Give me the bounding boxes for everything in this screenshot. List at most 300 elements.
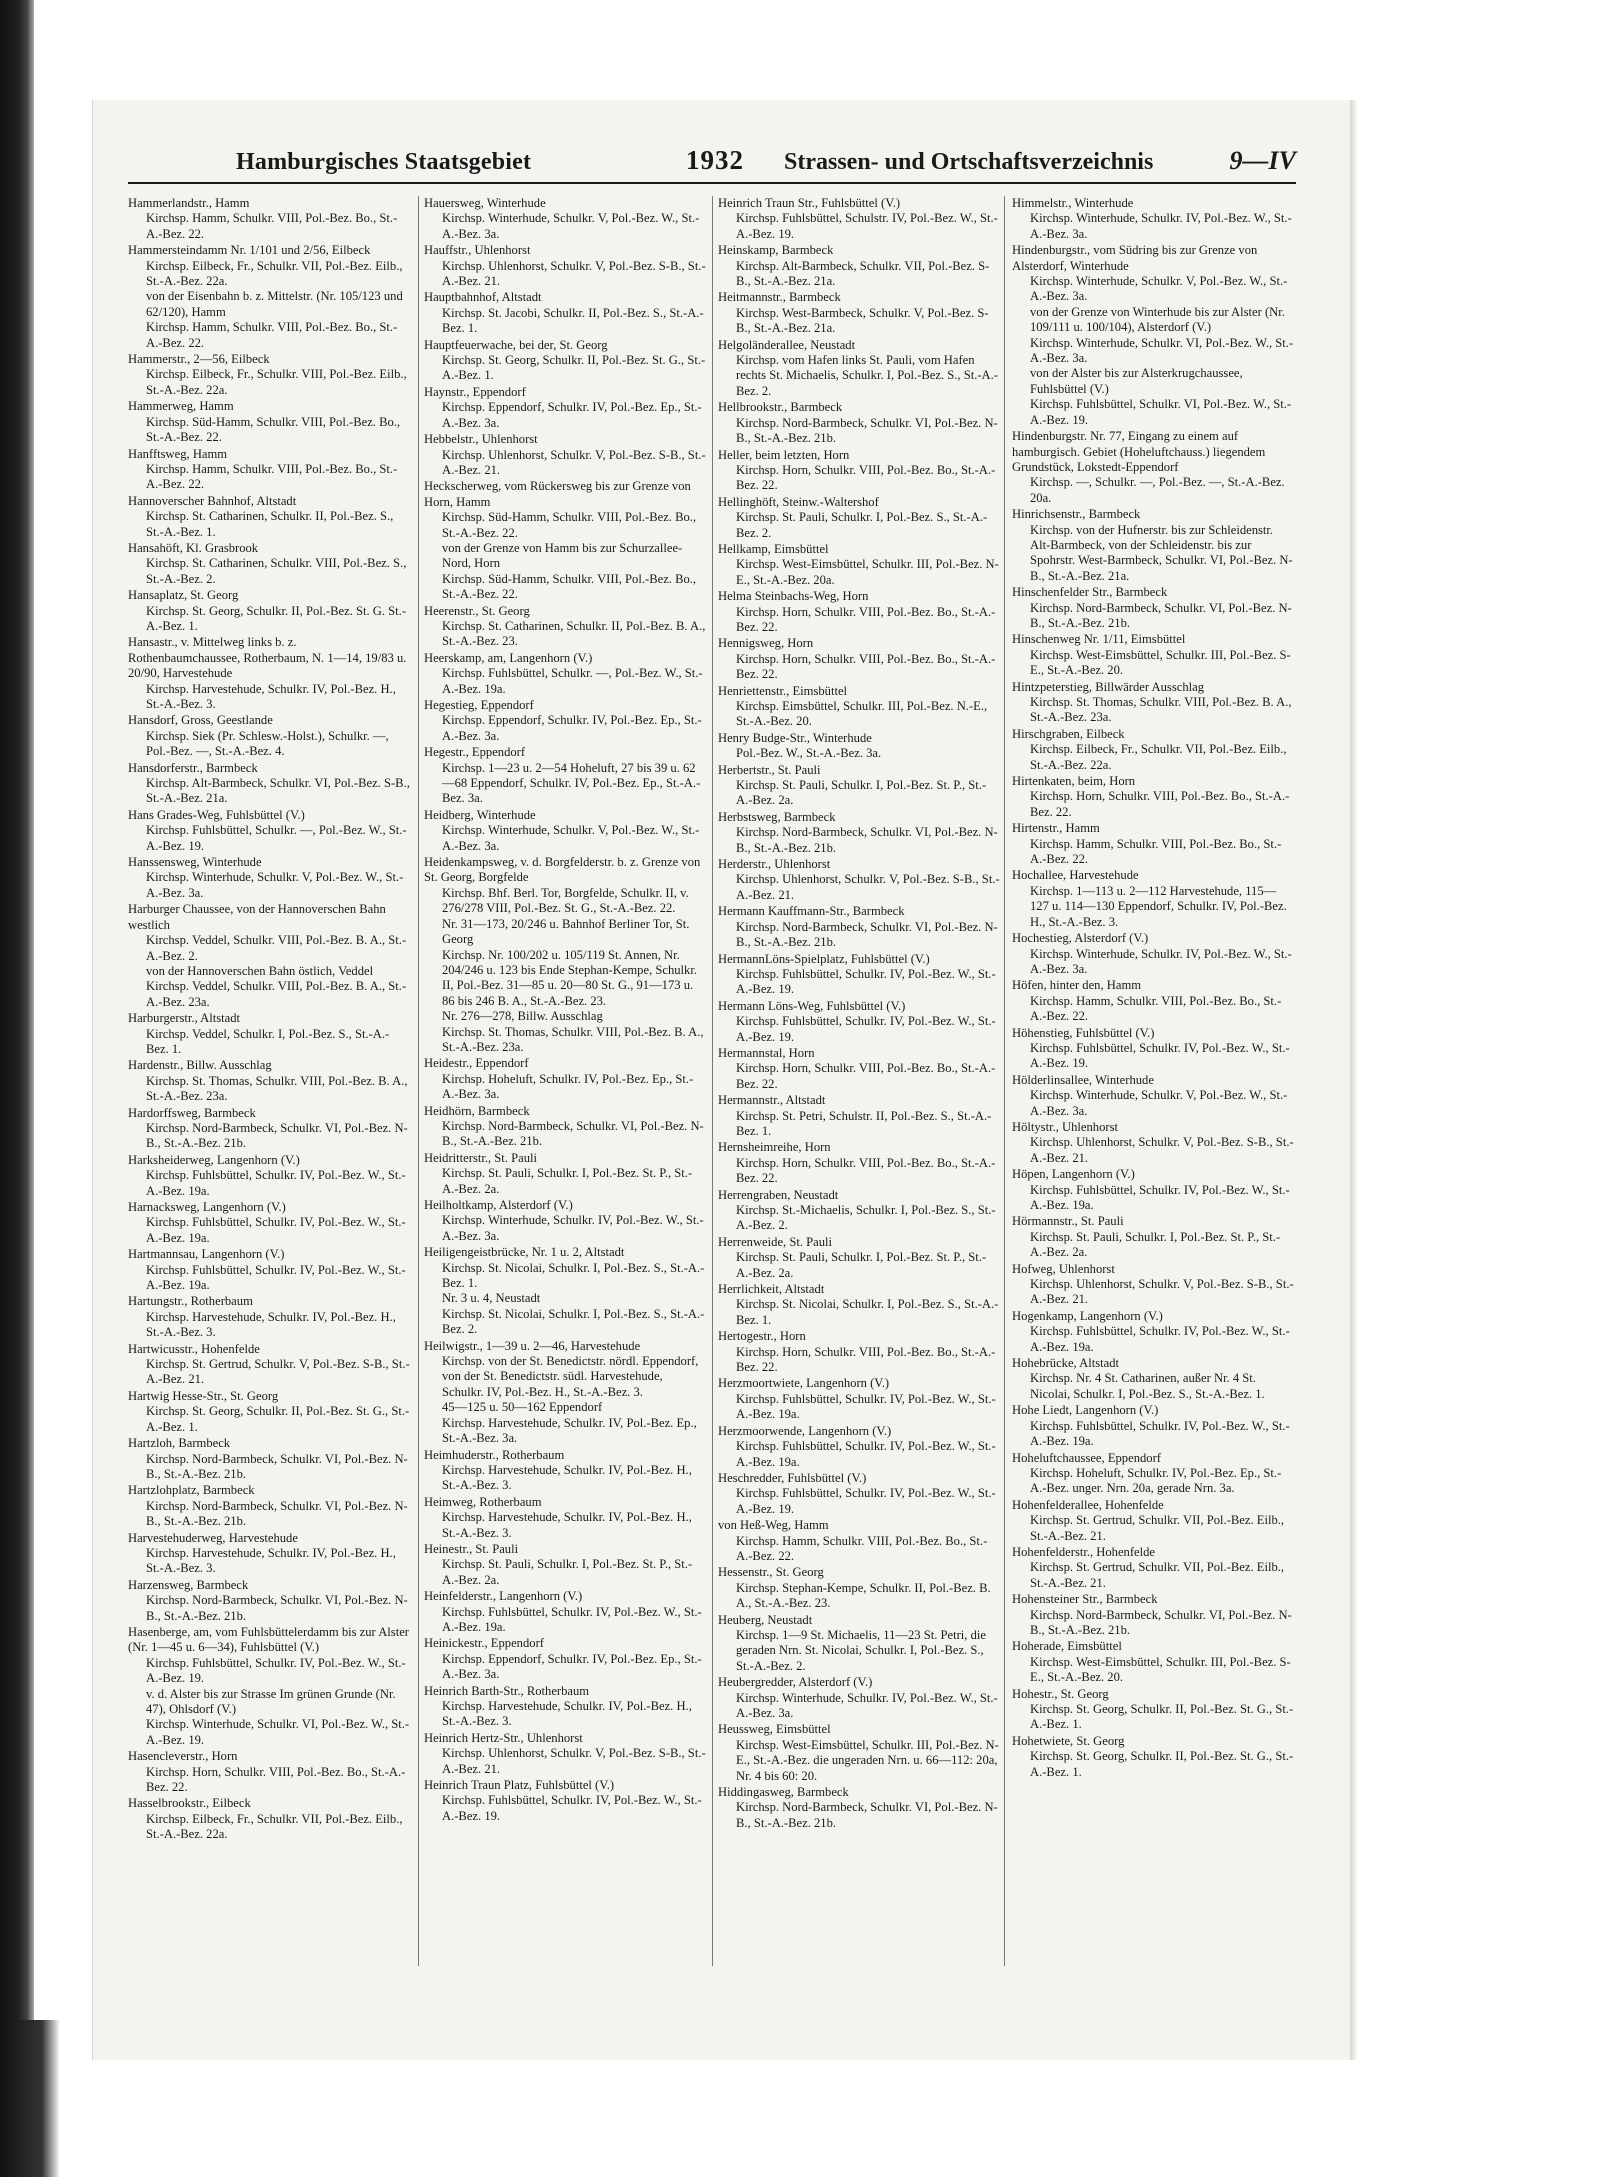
directory-entry xyxy=(718,1565,1000,1611)
street-name: Hertogestr., Horn xyxy=(718,1329,806,1344)
directory-entry xyxy=(718,1329,1000,1375)
street-name: Heubergredder, Alsterdorf (V.) xyxy=(718,1675,873,1690)
entry-detail: Kirchsp. St. Pauli, Schulkr. I, Pol.-Bez. S., St.-A.-Bez. 2. xyxy=(736,510,988,540)
directory-entry xyxy=(718,1188,1000,1234)
entry-detail: Kirchsp. Horn, Schulkr. VIII, Pol.-Bez. Bo., St.-A.-Bez. 22. xyxy=(1030,789,1290,819)
directory-entry xyxy=(718,290,1000,336)
directory-column-2 xyxy=(424,196,706,1966)
entry-detail: Kirchsp. Nord-Barmbeck, Schulkr. VI, Pol.-Bez. N-B., St.-A.-Bez. 21b. xyxy=(146,1593,408,1623)
entry-detail: Kirchsp. Hoheluft, Schulkr. IV, Pol.-Bez. Ep., St.-A.-Bez. 3a. xyxy=(442,1071,694,1102)
entry-detail: Kirchsp. St. Georg, Schulkr. II, Pol.-Bez. St. G., St.-A.-Bez. 1. xyxy=(1030,1702,1294,1732)
entry-detail: Kirchsp. St. Pauli, Schulkr. I, Pol.-Bez. St. P., St.-A.-Bez. 2a. xyxy=(442,1557,693,1587)
street-name: Harburger Chaussee, von der Hannoverschen Bahn westlich xyxy=(128,902,386,932)
directory-entry xyxy=(1012,507,1294,584)
street-name: Hohenfelderstr., Hohenfelde xyxy=(1012,1544,1156,1559)
entry-detail: Nr. 3 u. 4, Neustadt xyxy=(442,1291,541,1306)
directory-entry xyxy=(718,1518,1000,1564)
entry-detail: Kirchsp. Veddel, Schulkr. I, Pol.-Bez. S., St.-A.-Bez. 1. xyxy=(146,1026,390,1056)
street-name: Hessenstr., St. Georg xyxy=(718,1565,824,1580)
directory-entry xyxy=(128,1153,410,1199)
entry-detail: Kirchsp. Alt-Barmbeck, Schulkr. VII, Pol.-Bez. S-B., St.-A.-Bez. 21a. xyxy=(736,258,990,289)
street-name: Harvestehuderweg, Harvestehude xyxy=(128,1530,298,1545)
street-name: Hans Grades-Weg, Fuhlsbüttel (V.) xyxy=(128,807,305,822)
entry-detail: Kirchsp. St. Georg, Schulkr. II, Pol.-Bez. St. G., St.-A.-Bez. 1. xyxy=(1030,1749,1294,1779)
street-name: Hinschenweg Nr. 1/11, Eimsbüttel xyxy=(1012,632,1186,647)
street-name: Harzensweg, Barmbeck xyxy=(128,1577,249,1592)
street-name: Heerskamp, am, Langenhorn (V.) xyxy=(424,650,593,665)
street-name: Heimweg, Rotherbaum xyxy=(424,1494,542,1509)
street-name: Herrengraben, Neustadt xyxy=(718,1187,839,1202)
directory-entry xyxy=(128,635,410,712)
entry-detail: Kirchsp. Nord-Barmbeck, Schulkr. VI, Pol.-Bez. N-B., St.-A.-Bez. 21b. xyxy=(736,1800,998,1830)
entry-detail: Kirchsp. Hamm, Schulkr. VIII, Pol.-Bez. Bo., St.-A.-Bez. 22. xyxy=(146,211,398,241)
directory-entry xyxy=(424,698,706,744)
street-name: Harburgerstr., Altstadt xyxy=(128,1011,241,1026)
entry-detail: Kirchsp. Fuhlsbüttel, Schulkr. IV, Pol.-Bez. W., St.-A.-Bez. 19a. xyxy=(1030,1324,1290,1354)
street-name: Harnacksweg, Langenhorn (V.) xyxy=(128,1200,286,1214)
street-name: Heinrich Barth-Str., Rotherbaum xyxy=(424,1683,590,1698)
entry-detail: Kirchsp. St. Petri, Schulstr. II, Pol.-Bez. S., St.-A.-Bez. 1. xyxy=(736,1108,992,1138)
directory-entry xyxy=(718,542,1000,588)
entry-detail: Kirchsp. Nr. 100/202 u. 105/119 St. Annen, Nr. 204/246 u. 123 bis Ende Stephan-Kempe, Schulkr. II, Pol.-Bez. 31—85 u. 20—80 St. G., 91—173 u. 86 bis 246 B. A., St.-A.-Bez. 23. xyxy=(442,947,697,1008)
street-name: Heiligengeistbrücke, Nr. 1 u. 2, Altstadt xyxy=(424,1245,625,1260)
directory-entry xyxy=(1012,429,1294,506)
street-name: Hartzlohplatz, Barmbeck xyxy=(128,1483,255,1498)
header-directory-title: Strassen- und Ortschaftsverzeichnis xyxy=(784,149,1154,175)
entry-detail: Kirchsp. Eilbeck, Fr., Schulkr. VIII, Pol.-Bez. Eilb., St.-A.-Bez. 22a. xyxy=(146,367,407,397)
entry-detail: Kirchsp. West-Eimsbüttel, Schulkr. III, Pol.-Bez. N-E., St.-A.-Bez. 20a. xyxy=(736,557,999,587)
directory-entry xyxy=(128,399,410,445)
entry-detail: Kirchsp. St. Gertrud, Schulkr. VII, Pol.-Bez. Eilb., St.-A.-Bez. 21. xyxy=(1030,1513,1285,1543)
entry-detail: Kirchsp. Horn, Schulkr. VIII, Pol.-Bez. Bo., St.-A.-Bez. 22. xyxy=(736,1155,996,1186)
directory-entry xyxy=(1012,1309,1294,1355)
entry-detail: Kirchsp. Horn, Schulkr. VIII, Pol.-Bez. Bo., St.-A.-Bez. 22. xyxy=(736,1344,996,1375)
entry-detail: von der Grenze von Hamm bis zur Schurzallee-Nord, Horn xyxy=(442,540,683,571)
directory-entry xyxy=(128,1058,410,1104)
street-name: Herzmoorwende, Langenhorn (V.) xyxy=(718,1423,892,1438)
street-name: Hofweg, Uhlenhorst xyxy=(1012,1261,1115,1276)
street-name: Heinickestr., Eppendorf xyxy=(424,1636,544,1651)
entry-detail: Kirchsp. Stephan-Kempe, Schulkr. II, Pol.-Bez. B. A., St.-A.-Bez. 23. xyxy=(736,1580,991,1611)
street-name: Hohestr., St. Georg xyxy=(1012,1686,1109,1701)
entry-detail: Kirchsp. Nord-Barmbeck, Schulkr. VI, Pol.-Bez. N-B., St.-A.-Bez. 21b. xyxy=(1030,1607,1292,1637)
entry-detail: Kirchsp. Nord-Barmbeck, Schulkr. VI, Pol.-Bez. N-B., St.-A.-Bez. 21b. xyxy=(146,1120,408,1151)
directory-entry xyxy=(1012,1498,1294,1544)
street-name: Hebbelstr., Uhlenhorst xyxy=(424,432,538,447)
entry-detail: Kirchsp. Hoheluft, Schulkr. IV, Pol.-Bez. Ep., St.-A.-Bez. unger. Nrn. 20a, gerade Nrn. 3a. xyxy=(1030,1465,1282,1496)
street-name: Hauffstr., Uhlenhorst xyxy=(424,243,531,258)
street-name: Heussweg, Eimsbüttel xyxy=(718,1722,831,1737)
street-name: Heilwigstr., 1—39 u. 2—46, Harvestehude xyxy=(424,1338,641,1353)
directory-entry xyxy=(424,1684,706,1730)
entry-detail: Kirchsp. West-Eimsbüttel, Schulkr. III, Pol.-Bez. S-E., St.-A.-Bez. 20. xyxy=(1030,647,1291,678)
street-name: Harksheiderweg, Langenhorn (V.) xyxy=(128,1152,300,1167)
running-header xyxy=(128,142,1296,184)
directory-entry xyxy=(1012,1262,1294,1308)
directory-entry xyxy=(718,810,1000,856)
entry-detail: Kirchsp. Süd-Hamm, Schulkr. VIII, Pol.-Bez. Bo., St.-A.-Bez. 22. xyxy=(146,414,401,445)
directory-entry xyxy=(718,731,1000,762)
entry-detail: Kirchsp. Uhlenhorst, Schulkr. V, Pol.-Bez. S-B., St.-A.-Bez. 21. xyxy=(1030,1277,1294,1307)
directory-entry xyxy=(424,196,706,242)
street-name: Hansastr., v. Mittelweg links b. z. Rothenbaumchaussee, Rotherbaum, N. 1—14, 19/83 u. 20/90, Harvestehude xyxy=(128,635,407,681)
directory-entry xyxy=(1012,1545,1294,1591)
directory-entry xyxy=(424,1731,706,1777)
street-name: Hauersweg, Winterhude xyxy=(424,196,546,210)
directory-entry xyxy=(128,1578,410,1624)
entry-detail: Kirchsp. Fuhlsbüttel, Schulkr. IV, Pol.-Bez. W., St.-A.-Bez. 19a. xyxy=(736,1391,996,1422)
street-name: Heinskamp, Barmbeck xyxy=(718,243,834,258)
directory-entry xyxy=(718,1046,1000,1092)
directory-column-1 xyxy=(128,196,410,1966)
street-name: Hirtenstr., Hamm xyxy=(1012,821,1100,836)
directory-entry xyxy=(1012,1120,1294,1166)
street-name: Heitmannstr., Barmbeck xyxy=(718,290,841,305)
entry-detail: Kirchsp. Hamm, Schulkr. VIII, Pol.-Bez. Bo., St.-A.-Bez. 22. xyxy=(736,1533,988,1563)
entry-detail: Kirchsp. Fuhlsbüttel, Schulkr. IV, Pol.-Bez. W., St.-A.-Bez. 19. xyxy=(1030,1040,1290,1071)
directory-entry xyxy=(128,541,410,587)
street-name: Heidritterstr., St. Pauli xyxy=(424,1150,537,1165)
street-name: Heidenkampsweg, v. d. Borgfelderstr. b. z. Grenze von St. Georg, Borgfelde xyxy=(424,855,701,885)
directory-entry xyxy=(718,1235,1000,1281)
entry-detail: von der Hannoverschen Bahn östlich, Veddel xyxy=(146,963,374,978)
directory-entry xyxy=(128,855,410,901)
directory-entry xyxy=(718,448,1000,494)
directory-entry xyxy=(128,243,410,351)
directory-entry xyxy=(424,745,706,807)
entry-detail: Kirchsp. Winterhude, Schulkr. V, Pol.-Bez. W., St.-A.-Bez. 3a. xyxy=(146,870,404,900)
entry-detail: Kirchsp. Fuhlsbüttel, Schulkr. IV, Pol.-Bez. W., St.-A.-Bez. 19. xyxy=(442,1793,702,1823)
directory-entry xyxy=(718,763,1000,809)
directory-entry xyxy=(718,1282,1000,1328)
directory-entry xyxy=(1012,1592,1294,1638)
entry-detail: Kirchsp. Süd-Hamm, Schulkr. VIII, Pol.-Bez. Bo., St.-A.-Bez. 22. xyxy=(442,510,697,540)
street-name: Haynstr., Eppendorf xyxy=(424,384,526,399)
street-name: Hohe Liedt, Langenhorn (V.) xyxy=(1012,1403,1159,1418)
street-name: Herrlichkeit, Altstadt xyxy=(718,1282,825,1297)
entry-detail: Kirchsp. West-Eimsbüttel, Schulkr. III, Pol.-Bez. N-E., St.-A.-Bez. die ungeraden Nrn. u. 66—112: 20a, Nr. 4 bis 60: 20. xyxy=(736,1737,999,1783)
directory-entry xyxy=(128,1483,410,1529)
entry-detail: Kirchsp. Eilbeck, Fr., Schulkr. VII, Pol.-Bez. Eilb., St.-A.-Bez. 22a. xyxy=(1030,742,1287,772)
entry-detail: Kirchsp. St. Georg, Schulkr. II, Pol.-Bez. St. G., St.-A.-Bez. 1. xyxy=(442,353,706,383)
street-name: Hohensteiner Str., Barmbeck xyxy=(1012,1592,1158,1607)
directory-entry xyxy=(424,855,706,1055)
directory-columns xyxy=(128,196,1296,1966)
directory-entry xyxy=(424,1495,706,1541)
street-name: Hauptfeuerwache, bei der, St. Georg xyxy=(424,337,608,352)
header-region-title: Hamburgisches Staatsgebiet xyxy=(236,149,532,175)
entry-detail: Kirchsp. St. Pauli, Schulkr. I, Pol.-Bez. St. P., St.-A.-Bez. 2a. xyxy=(736,1250,987,1280)
street-name: Hernsheimreihe, Horn xyxy=(718,1140,831,1155)
entry-detail: Kirchsp. Winterhude, Schulkr. IV, Pol.-Bez. W., St.-A.-Bez. 3a. xyxy=(442,1213,704,1243)
street-name: Hermann Löns-Weg, Fuhlsbüttel (V.) xyxy=(718,998,906,1013)
directory-entry xyxy=(718,243,1000,289)
entry-detail: Kirchsp. Horn, Schulkr. VIII, Pol.-Bez. Bo., St.-A.-Bez. 22. xyxy=(736,651,996,682)
entry-detail: Kirchsp. Eppendorf, Schulkr. IV, Pol.-Bez. Ep., St.-A.-Bez. 3a. xyxy=(442,713,702,743)
street-name: Herrenweide, St. Pauli xyxy=(718,1234,833,1249)
entry-detail: Kirchsp. Veddel, Schulkr. VIII, Pol.-Bez. B. A., St.-A.-Bez. 23a. xyxy=(146,979,407,1009)
street-name: Hohebrücke, Altstadt xyxy=(1012,1356,1120,1371)
entry-detail: Kirchsp. St. Catharinen, Schulkr. II, Pol.-Bez. S., St.-A.-Bez. 1. xyxy=(146,509,394,539)
entry-detail: Kirchsp. St. Catharinen, Schulkr. II, Pol.-Bez. B. A., St.-A.-Bez. 23. xyxy=(442,618,706,649)
entry-detail: Kirchsp. Winterhude, Schulkr. IV, Pol.-Bez. W., St.-A.-Bez. 3a. xyxy=(1030,946,1292,976)
street-name: Hegestieg, Eppendorf xyxy=(424,698,534,712)
street-name: Hansaplatz, St. Georg xyxy=(128,588,239,603)
entry-detail: Kirchsp. Hamm, Schulkr. VIII, Pol.-Bez. Bo., St.-A.-Bez. 22. xyxy=(1030,993,1282,1024)
page-number: 9—IV xyxy=(1229,146,1296,175)
entry-detail: Kirchsp. St. Nicolai, Schulkr. I, Pol.-Bez. S., St.-A.-Bez. 1. xyxy=(442,1260,705,1291)
directory-entry xyxy=(424,1636,706,1682)
street-name: Himmelstr., Winterhude xyxy=(1012,196,1134,210)
entry-detail: Kirchsp. Horn, Schulkr. VIII, Pol.-Bez. Bo., St.-A.-Bez. 22. xyxy=(146,1764,406,1795)
entry-detail: Kirchsp. West-Barmbeck, Schulkr. V, Pol.-Bez. S-B., St.-A.-Bez. 21a. xyxy=(736,305,989,336)
directory-entry xyxy=(718,589,1000,635)
street-name: Hammerstr., 2—56, Eilbeck xyxy=(128,352,270,367)
entry-detail: Kirchsp. Uhlenhorst, Schulkr. V, Pol.-Bez. S-B., St.-A.-Bez. 21. xyxy=(1030,1135,1294,1165)
directory-entry xyxy=(424,243,706,289)
directory-entry xyxy=(424,604,706,650)
street-name: Höhenstieg, Fuhlsbüttel (V.) xyxy=(1012,1025,1155,1040)
directory-entry xyxy=(718,1424,1000,1470)
entry-detail: Kirchsp. St. Catharinen, Schulkr. VIII, Pol.-Bez. S., St.-A.-Bez. 2. xyxy=(146,556,407,586)
entry-detail: Kirchsp. Eilbeck, Fr., Schulkr. VII, Pol.-Bez. Eilb., St.-A.-Bez. 22a. xyxy=(146,1811,403,1842)
entry-detail: von der Eisenbahn b. z. Mittelstr. (Nr. 105/123 und 62/120), Hamm xyxy=(146,289,403,319)
entry-detail: Kirchsp. Winterhude, Schulkr. V, Pol.-Bez. W., St.-A.-Bez. 3a. xyxy=(1030,274,1288,304)
street-name: Hellkamp, Eimsbüttel xyxy=(718,541,829,556)
street-name: Hölderlinsallee, Winterhude xyxy=(1012,1072,1154,1087)
entry-detail: Kirchsp. Harvestehude, Schulkr. IV, Pol.-Bez. H., St.-A.-Bez. 3. xyxy=(146,1309,396,1340)
directory-entry xyxy=(424,385,706,431)
street-name: Herzmoortwiete, Langenhorn (V.) xyxy=(718,1376,890,1391)
directory-column-4 xyxy=(1012,196,1294,1966)
directory-entry xyxy=(1012,1214,1294,1260)
street-name: Hogenkamp, Langenhorn (V.) xyxy=(1012,1308,1163,1323)
street-name: Hanfftsweg, Hamm xyxy=(128,446,228,461)
directory-entry xyxy=(1012,1451,1294,1497)
directory-entry xyxy=(718,952,1000,998)
street-name: Hinrichsenstr., Barmbeck xyxy=(1012,507,1141,522)
directory-entry xyxy=(424,1151,706,1197)
entry-detail: Kirchsp. Fuhlsbüttel, Schulkr. IV, Pol.-Bez. W., St.-A.-Bez. 19a. xyxy=(736,1439,996,1469)
directory-entry xyxy=(718,495,1000,541)
entry-detail: Kirchsp. 1—23 u. 2—54 Hoheluft, 27 bis 39 u. 62—68 Eppendorf, Schulkr. IV, Pol.-Bez. Ep., St.-A.-Bez. 3a. xyxy=(442,760,701,806)
entry-detail: Kirchsp. St. Thomas, Schulkr. VIII, Pol.-Bez. B. A., St.-A.-Bez. 23a. xyxy=(442,1024,704,1054)
entry-detail: Kirchsp. Fuhlsbüttel, Schulkr. IV, Pol.-Bez. W., St.-A.-Bez. 19a. xyxy=(146,1262,406,1293)
street-name: HermannLöns-Spielplatz, Fuhlsbüttel (V.) xyxy=(718,951,930,966)
directory-entry xyxy=(1012,1403,1294,1449)
entry-detail: Kirchsp. Fuhlsbüttel, Schulkr. IV, Pol.-Bez. W., St.-A.-Bez. 19a. xyxy=(146,1215,406,1245)
street-name: Hinschenfelder Str., Barmbeck xyxy=(1012,585,1168,600)
entry-detail: Kirchsp. West-Eimsbüttel, Schulkr. III, Pol.-Bez. S-E., St.-A.-Bez. 20. xyxy=(1030,1654,1291,1685)
entry-detail: 45—125 u. 50—162 Eppendorf xyxy=(442,1400,603,1415)
entry-detail: Kirchsp. Nord-Barmbeck, Schulkr. VI, Pol.-Bez. N-B., St.-A.-Bez. 21b. xyxy=(1030,600,1292,630)
street-name: Hirschgraben, Eilbeck xyxy=(1012,726,1125,741)
street-name: Heinrich Traun Str., Fuhlsbüttel (V.) xyxy=(718,196,901,210)
directory-entry xyxy=(1012,1026,1294,1072)
entry-detail: Kirchsp. Hamm, Schulkr. VIII, Pol.-Bez. Bo., St.-A.-Bez. 22. xyxy=(1030,836,1282,867)
entry-detail: Kirchsp. Fuhlsbüttel, Schulkr. IV, Pol.-Bez. W., St.-A.-Bez. 19a. xyxy=(146,1168,406,1198)
entry-detail: Kirchsp. Fuhlsbüttel, Schulkr. IV, Pol.-Bez. W., St.-A.-Bez. 19. xyxy=(736,1486,996,1516)
entry-detail: Kirchsp. Harvestehude, Schulkr. IV, Pol.-Bez. H., St.-A.-Bez. 3. xyxy=(442,1510,692,1540)
entry-detail: Kirchsp. St. Pauli, Schulkr. I, Pol.-Bez. St. P., St.-A.-Bez. 2a. xyxy=(1030,1229,1281,1260)
entry-detail: v. d. Alster bis zur Strasse Im grünen Grunde (Nr. 47), Ohlsdorf (V.) xyxy=(146,1686,396,1716)
street-name: Hoheluftchaussee, Eppendorf xyxy=(1012,1450,1161,1465)
street-name: Heller, beim letzten, Horn xyxy=(718,447,850,462)
entry-detail: Pol.-Bez. W., St.-A.-Bez. 3a. xyxy=(736,746,882,761)
entry-detail: Kirchsp. Uhlenhorst, Schulkr. V, Pol.-Bez. S-B., St.-A.-Bez. 21. xyxy=(736,872,1000,902)
street-name: Heuberg, Neustadt xyxy=(718,1612,813,1627)
header-year: 1932 xyxy=(686,145,744,175)
directory-entry xyxy=(1012,196,1294,242)
street-name: Heschredder, Fuhlsbüttel (V.) xyxy=(718,1470,867,1485)
directory-entry xyxy=(128,1625,410,1748)
entry-detail: Kirchsp. Fuhlsbüttel, Schulkr. IV, Pol.-Bez. W., St.-A.-Bez. 19. xyxy=(736,1014,996,1044)
directory-entry xyxy=(1012,1073,1294,1119)
directory-entry xyxy=(718,400,1000,446)
directory-entry xyxy=(128,1011,410,1057)
directory-entry xyxy=(128,1294,410,1340)
entry-detail: Kirchsp. Winterhude, Schulkr. VI, Pol.-Bez. W., St.-A.-Bez. 3a. xyxy=(1030,335,1294,366)
street-name: von Heß-Weg, Hamm xyxy=(718,1518,829,1533)
entry-detail: Kirchsp. Harvestehude, Schulkr. IV, Pol.-Bez. H., St.-A.-Bez. 3. xyxy=(146,681,396,711)
street-name: Hellbrookstr., Barmbeck xyxy=(718,400,843,415)
directory-entry xyxy=(128,447,410,493)
directory-entry xyxy=(1012,727,1294,773)
directory-entry xyxy=(718,1093,1000,1139)
street-name: Heinrich Hertz-Str., Uhlenhorst xyxy=(424,1730,583,1745)
street-name: Herbertstr., St. Pauli xyxy=(718,762,821,777)
directory-entry xyxy=(128,713,410,759)
entry-detail: Kirchsp. Uhlenhorst, Schulkr. V, Pol.-Bez. S-B., St.-A.-Bez. 21. xyxy=(442,258,706,289)
directory-entry xyxy=(424,1104,706,1150)
directory-entry xyxy=(718,904,1000,950)
entry-detail: Kirchsp. Nr. 4 St. Catharinen, außer Nr. 4 St. Nicolai, Schulkr. I, Pol.-Bez. S., St.-A.-Bez. 1. xyxy=(1030,1371,1265,1401)
book-spine-shadow-lower xyxy=(0,2020,60,2177)
entry-detail: Kirchsp. St. Jacobi, Schulkr. II, Pol.-Bez. S., St.-A.-Bez. 1. xyxy=(442,305,704,336)
directory-entry xyxy=(1012,1167,1294,1213)
entry-detail: Kirchsp. Harvestehude, Schulkr. IV, Pol.-Bez. H., St.-A.-Bez. 3. xyxy=(442,1462,692,1493)
street-name: Hiddingasweg, Barmbeck xyxy=(718,1785,849,1800)
directory-entry xyxy=(1012,585,1294,631)
directory-entry xyxy=(1012,774,1294,820)
street-name: Hansdorferstr., Barmbeck xyxy=(128,760,258,775)
directory-entry xyxy=(424,1778,706,1824)
street-name: Höltystr., Uhlenhorst xyxy=(1012,1119,1118,1134)
street-name: Herderstr., Uhlenhorst xyxy=(718,857,831,872)
directory-entry xyxy=(1012,1356,1294,1402)
street-name: Heerenstr., St. Georg xyxy=(424,603,530,618)
entry-detail: Kirchsp. St. Nicolai, Schulkr. I, Pol.-Bez. S., St.-A.-Bez. 1. xyxy=(736,1297,999,1327)
entry-detail: Kirchsp. Nord-Barmbeck, Schulkr. VI, Pol.-Bez. N-B., St.-A.-Bez. 21b. xyxy=(146,1498,408,1529)
entry-detail: Kirchsp. St. Pauli, Schulkr. I, Pol.-Bez. St. P., St.-A.-Bez. 2a. xyxy=(736,778,987,808)
entry-detail: Kirchsp. vom Hafen links St. Pauli, vom Hafen rechts St. Michaelis, Schulkr. I, Pol.-Bez. S., St.-A.-Bez. 2. xyxy=(736,353,998,398)
directory-entry xyxy=(424,1589,706,1635)
directory-entry xyxy=(718,1613,1000,1675)
directory-entry xyxy=(128,902,410,1010)
directory-entry xyxy=(424,338,706,384)
directory-entry xyxy=(424,1542,706,1588)
directory-entry xyxy=(128,1796,410,1842)
directory-entry xyxy=(1012,868,1294,930)
directory-entry xyxy=(718,1675,1000,1721)
directory-entry xyxy=(424,1448,706,1494)
street-name: Hochallee, Harvestehude xyxy=(1012,868,1139,883)
street-name: Heidestr., Eppendorf xyxy=(424,1056,529,1071)
street-name: Höfen, hinter den, Hamm xyxy=(1012,978,1142,993)
directory-entry xyxy=(128,1436,410,1482)
directory-entry xyxy=(424,479,706,602)
street-name: Hennigsweg, Horn xyxy=(718,636,814,651)
entry-detail: Kirchsp. St. Thomas, Schulkr. VIII, Pol.-Bez. B. A., St.-A.-Bez. 23a. xyxy=(146,1073,408,1104)
entry-detail: Kirchsp. Bhf. Berl. Tor, Borgfelde, Schulkr. II, v. 276/278 VIII, Pol.-Bez. St. G., St.-A.-Bez. 22. xyxy=(442,885,689,916)
street-name: Helgoländerallee, Neustadt xyxy=(718,337,856,352)
street-name: Hartwicusstr., Hohenfelde xyxy=(128,1341,260,1356)
street-name: Heckscherweg, vom Rückersweg bis zur Grenze von Horn, Hamm xyxy=(424,479,691,509)
entry-detail: Kirchsp. Fuhlsbüttel, Schulkr. IV, Pol.-Bez. W., St.-A.-Bez. 19a. xyxy=(1030,1182,1290,1212)
entry-detail: von der Grenze von Winterhude bis zur Alster (Nr. 109/111 u. 100/104), Alsterdorf (V.) xyxy=(1030,304,1285,335)
entry-detail: Kirchsp. Alt-Barmbeck, Schulkr. VI, Pol.-Bez. S-B., St.-A.-Bez. 21a. xyxy=(146,776,410,806)
directory-entry xyxy=(1012,680,1294,726)
entry-detail: Kirchsp. 1—9 St. Michaelis, 11—23 St. Petri, die geraden Nrn. St. Nicolai, Schulkr. I, Pol.-Bez. S., St.-A.-Bez. 2. xyxy=(736,1627,986,1673)
entry-detail: Kirchsp. Horn, Schulkr. VIII, Pol.-Bez. Bo., St.-A.-Bez. 22. xyxy=(736,604,996,634)
street-name: Hammerweg, Hamm xyxy=(128,399,234,414)
street-name: Hauptbahnhof, Altstadt xyxy=(424,290,542,305)
entry-detail: Kirchsp. Nord-Barmbeck, Schulkr. VI, Pol.-Bez. N-B., St.-A.-Bez. 21b. xyxy=(736,919,998,950)
entry-detail: Kirchsp. Nord-Barmbeck, Schulkr. VI, Pol.-Bez. N-B., St.-A.-Bez. 21b. xyxy=(442,1118,704,1149)
street-name: Hohetwiete, St. Georg xyxy=(1012,1733,1125,1748)
entry-detail: Kirchsp. Horn, Schulkr. VIII, Pol.-Bez. Bo., St.-A.-Bez. 22. xyxy=(736,462,996,493)
entry-detail: Kirchsp. Eppendorf, Schulkr. IV, Pol.-Bez. Ep., St.-A.-Bez. 3a. xyxy=(442,400,702,430)
entry-detail: Kirchsp. Nord-Barmbeck, Schulkr. VI, Pol.-Bez. N-B., St.-A.-Bez. 21b. xyxy=(146,1451,408,1481)
street-name: Hasenberge, am, vom Fuhlsbüttelerdamm bis zur Alster (Nr. 1—45 u. 6—34), Fuhlsbüttel (V.) xyxy=(128,1624,409,1655)
directory-entry xyxy=(128,1389,410,1435)
directory-entry xyxy=(718,999,1000,1045)
street-name: Hansahöft, Kl. Grasbrook xyxy=(128,540,259,555)
entry-detail: Kirchsp. von der St. Benedictstr. nördl. Eppendorf, von der St. Benedictstr. südl. Harvestehude, Schulkr. IV, Pol.-Bez. H., St.-A.-Bez. 3. xyxy=(442,1354,699,1399)
entry-detail: Kirchsp. Fuhlsbüttel, Schulkr. IV, Pol.-Bez. W., St.-A.-Bez. 19a. xyxy=(442,1604,702,1634)
page-edge xyxy=(1350,100,1358,2060)
directory-entry xyxy=(128,196,410,242)
directory-entry xyxy=(1012,978,1294,1024)
directory-entry xyxy=(1012,632,1294,678)
entry-detail: Kirchsp. Eppendorf, Schulkr. IV, Pol.-Bez. Ep., St.-A.-Bez. 3a. xyxy=(442,1651,702,1682)
directory-entry xyxy=(718,857,1000,903)
entry-detail: Kirchsp. St. Gertrud, Schulkr. VII, Pol.-Bez. Eilb., St.-A.-Bez. 21. xyxy=(1030,1560,1285,1590)
street-name: Hanssensweg, Winterhude xyxy=(128,855,262,870)
entry-detail: Kirchsp. —, Schulkr. —, Pol.-Bez. —, St.-A.-Bez. 20a. xyxy=(1030,475,1285,505)
entry-detail: Kirchsp. Winterhude, Schulkr. V, Pol.-Bez. W., St.-A.-Bez. 3a. xyxy=(1030,1088,1288,1118)
book-spine-shadow xyxy=(0,0,34,2177)
entry-detail: Nr. 276—278, Billw. Ausschlag xyxy=(442,1009,603,1024)
street-name: Hoherade, Eimsbüttel xyxy=(1012,1639,1122,1654)
street-name: Hasselbrookstr., Eilbeck xyxy=(128,1796,251,1811)
directory-entry xyxy=(128,761,410,807)
directory-entry xyxy=(1012,243,1294,428)
street-name: Herbstsweg, Barmbeck xyxy=(718,809,836,824)
directory-entry xyxy=(128,1749,410,1795)
directory-entry xyxy=(1012,931,1294,977)
entry-detail: Kirchsp. Harvestehude, Schulkr. IV, Pol.-Bez. Ep., St.-A.-Bez. 3a. xyxy=(442,1415,697,1446)
directory-entry xyxy=(718,1722,1000,1784)
entry-detail: Kirchsp. St. Gertrud, Schulkr. V, Pol.-Bez. S-B., St.-A.-Bez. 21. xyxy=(146,1357,410,1387)
street-name: Hindenburgstr., vom Südring bis zur Grenze von Alsterdorf, Winterhude xyxy=(1012,243,1258,273)
street-name: Hermann Kauffmann-Str., Barmbeck xyxy=(718,904,905,919)
directory-entry xyxy=(128,1342,410,1388)
entry-detail: Kirchsp. Uhlenhorst, Schulkr. V, Pol.-Bez. S-B., St.-A.-Bez. 21. xyxy=(442,1746,706,1776)
entry-detail: Kirchsp. Horn, Schulkr. VIII, Pol.-Bez. Bo., St.-A.-Bez. 22. xyxy=(736,1061,996,1091)
entry-detail: Kirchsp. St. Georg, Schulkr. II, Pol.-Bez. St. G. St.-A.-Bez. 1. xyxy=(146,603,407,633)
street-name: Helma Steinbachs-Weg, Horn xyxy=(718,589,869,604)
